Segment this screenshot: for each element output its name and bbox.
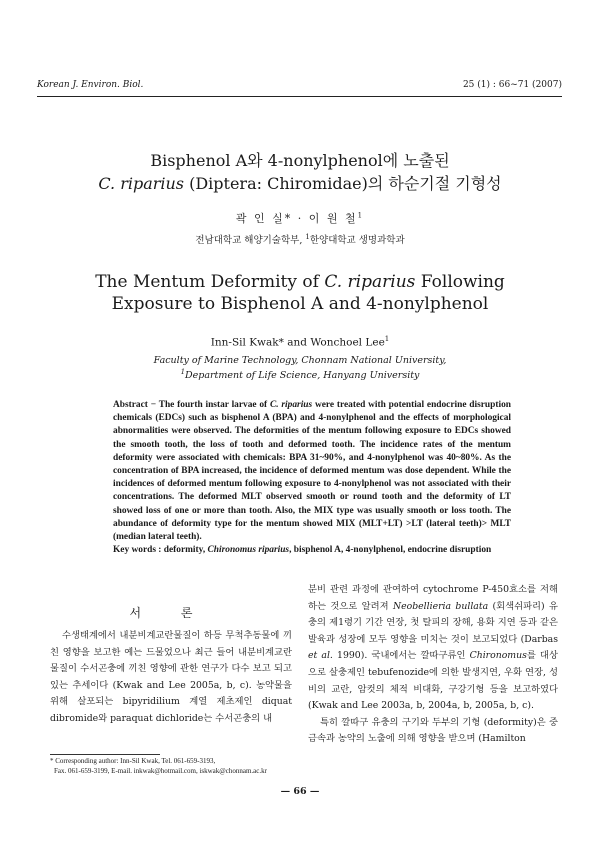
- intro-paragraph-1: 수생태계에서 내분비계교란물질이 하등 무척추동물에 끼친 영향을 보고한 예는 드물었으나 최근 들어 내분비계교란물질이 수서곤충에 끼친 영향에 관한 연구가 다수 보고 되고 있는 추세이다 (Kwak and Lee 2005a, b, c). 농약물을 위해 살포되는 bipyridilium 계열 제초제인 diquat dibromide와 paraquat dichloride는 수서곤충의 내: [50, 630, 292, 724]
- issue-info: 25 (1) : 66~71 (2007): [462, 80, 562, 90]
- english-authors: Inn-Sil Kwak* and Wonchoel Lee$^1$: [210, 335, 390, 349]
- section-heading-introduction: 서 론: [129, 606, 211, 620]
- keywords: Key words : deformity, Chironomus riparius, bisphenol A, 4-nonylphenol, endocrine disruption: [113, 545, 492, 555]
- left-column: [50, 628, 292, 728]
- right-column: [308, 582, 558, 748]
- korean-affiliation: 전남대학교 해양기술학부, $^1$한양대학교 생명과학과: [195, 232, 405, 246]
- english-title-line1: The Mentum Deformity of C. riparius Following: [95, 272, 505, 292]
- english-affiliation-2: $^1$Department of Life Science, Hanyang University: [180, 368, 420, 382]
- intro-paragraph-3: 특히 깔따구 유충의 구기와 두부의 기형 (deformity)은 중금속과 농약의 노출에 의해 영향을 받으며 (Hamilton: [308, 716, 558, 745]
- header-divider: [37, 96, 562, 97]
- abstract: Abstract − The fourth instar larvae of C. riparius were treated with potential endocrine disruption chemicals (EDCs) such as bisphenol A (BPA) and 4-nonylphenol and the effects of morphological abnormalities were observed. The deformities of the mentum following exposure to EDCs showed the smooth tooth, the loss of tooth and deformed tooth. The incidence rates of the mentum deformity were associated with chemicals: BPA 31~90%, and 4-nonylphenol was 40~80%. As the concentration of BPA increased, the incidence of deformed mentum was dose dependent. While the incidences of deformed mentum following exposure to 4-nonylphenol was not associated with their concentrations. The deformed MLT observed smooth or round tooth and the deformity of LT showed loss of one or more than tooth. Also, the MIX type was usually smooth or loss tooth. The abundance of deformity type for the mentum showed MIX (MLT+LT) >LT (lateral teeth)> MLT (median lateral teeth).: [113, 400, 511, 543]
- species-name: C. riparius: [98, 174, 185, 193]
- abstract-label: Abstract: [113, 400, 148, 410]
- page-number: — 66 —: [280, 786, 320, 797]
- footnote-divider: [50, 754, 160, 755]
- korean-authors: 곽 인 실* · 이 원 철$^1$: [235, 211, 365, 225]
- english-title-line2: Exposure to Bisphenol A and 4-nonylphenol: [111, 294, 489, 314]
- korean-title-line2: C. riparius (Diptera: Chiromidae)의 하순기절 기형성: [98, 174, 502, 193]
- corresponding-author-footnote: * Corresponding author: Inn-Sil Kwak, Tel. 061-659-3193, Fax. 061-659-3199, E-mail. inkwak@hotmail.com, iskwak@chonnam.ac.kr: [50, 757, 267, 775]
- english-affiliation-1: Faculty of Marine Technology, Chonnam National University,: [153, 355, 447, 366]
- journal-name: Korean J. Environ. Biol.: [37, 80, 144, 90]
- species-name: C. riparius: [324, 272, 416, 292]
- intro-paragraph-2: 분비 관련 과정에 관여하여 cytochrome P-450효소를 저해하는 것으로 알려져 Neobellieria bullata (회색쉬파리) 유충의 제1령기 기간 연장, 첫 탈피의 장해, 용화 지연 등과 같은 발육과 성장에 모두 영향을 미치는 것이 보고되었다 (Darbas et al. 1990). 국내에서는 깔따구류인 Chironomus를 대상으로 살충제인 tebufenozide에 의한 발생지연, 우화 연장, 성비의 교란, 암컷의 체적 비대화, 구강기형 등을 보고하였다 (Kwak and Lee 2003a, b, 2004a, b, 2005a, b, c).: [308, 584, 559, 712]
- korean-title-line1: Bisphenol A와 4-nonylphenol에 노출된: [150, 151, 450, 170]
